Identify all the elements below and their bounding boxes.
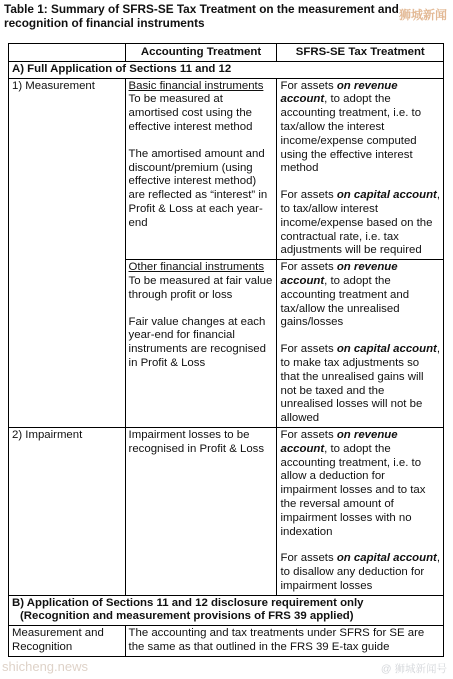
section-b-row [9,595,444,626]
impairment-accounting-cell: Impairment losses to be recognised in Profit & Loss [125,427,277,595]
watermark-logo-top: 狮城新闻 [398,8,447,22]
header-blank [9,44,126,62]
other-tax-p2-emphasis: on capital account [336,343,437,356]
section-b-line2: (Recognition and measurement provisions of FRS 39 applied) [20,610,354,623]
basic-tax-cell [277,78,444,260]
summary-table [8,43,444,657]
mr-label: Measurement and Recognition [9,626,126,657]
section-a-title: A) Full Application of Sections 11 and 12 [9,61,444,78]
basic-accounting-cell [125,78,277,260]
impairment-tax-p2: For assets on capital account, to disallow any deduction for impairment losses [280,552,441,592]
section-a-row [9,61,444,78]
impairment-tax-p2-emphasis: on capital account [336,552,437,565]
other-tax-p2: For assets on capital account, to make tax adjustments so that the unrealised gains will not be taxed and the unrealised losses will not be allowed [280,343,441,425]
mr-text: The accounting and tax treatments under SFRS for SE are the same as that outlined in the FRS 39 E-tax guide [125,626,443,657]
impairment-tax-cell [277,427,444,595]
impairment-row [9,427,444,595]
impairment-tax-p1: For assets on revenue account, to adopt the accounting treatment, i.e. to allow a deduction for impairment losses and to tax the reversal amount of impairment losses with no indexation [280,428,426,538]
watermark-bottom-left: shicheng.news [2,659,88,674]
header-row [9,44,444,62]
basic-tax-p1-emphasis: on revenue account [280,79,398,106]
section-b-line1: B) Application of Sections 11 and 12 disclosure requirement only [12,596,364,609]
document-title: Table 1: Summary of SFRS-SE Tax Treatment on the measurement and recognition of financial instruments [4,2,399,30]
basic-tax-p1: For assets on revenue account, to adopt the accounting treatment, i.e. to tax/allow the interest income/expense computed using the effective interest method [280,79,422,175]
basic-acc-p2: The amortised amount and discount/premium (using effective interest method) are reflected as “interest” in Profit & Loss at each year-end [128,147,268,229]
other-heading: Other financial instruments [128,261,265,274]
measurement-basic-row [9,78,444,260]
impairment-tax-p1-emphasis: on revenue account [280,428,398,455]
section-b-title [9,595,444,626]
watermark-bottom-right: @ 狮城新闻号 [380,663,447,675]
basic-heading: Basic financial instruments [128,79,264,92]
basic-acc-p1: To be measured at amortised cost using the effective interest method [128,93,253,133]
other-tax-cell [277,260,444,428]
header-tax-treatment: SFRS-SE Tax Treatment [277,44,444,62]
other-tax-p1-emphasis: on revenue account [280,261,398,287]
basic-tax-p2: For assets on capital account, to tax/allow interest income/expense based on the contractual rate, i.e. tax adjustments will be required [280,189,441,257]
other-accounting-cell [125,260,277,428]
measurement-label: 1) Measurement [9,78,126,427]
impairment-label: 2) Impairment [9,427,126,595]
measurement-recognition-row [9,626,444,657]
other-acc-p2: Fair value changes at each year-end for financial instruments are recognised in Profit & Loss [128,315,266,369]
header-accounting-treatment: Accounting Treatment [125,44,277,62]
other-acc-p1: To be measured at fair value through profit or loss [128,274,273,301]
other-tax-p1: For assets on revenue account, to adopt the accounting treatment and tax/allow the unrealised gains/losses [280,261,410,329]
basic-tax-p2-emphasis: on capital account [336,189,437,202]
